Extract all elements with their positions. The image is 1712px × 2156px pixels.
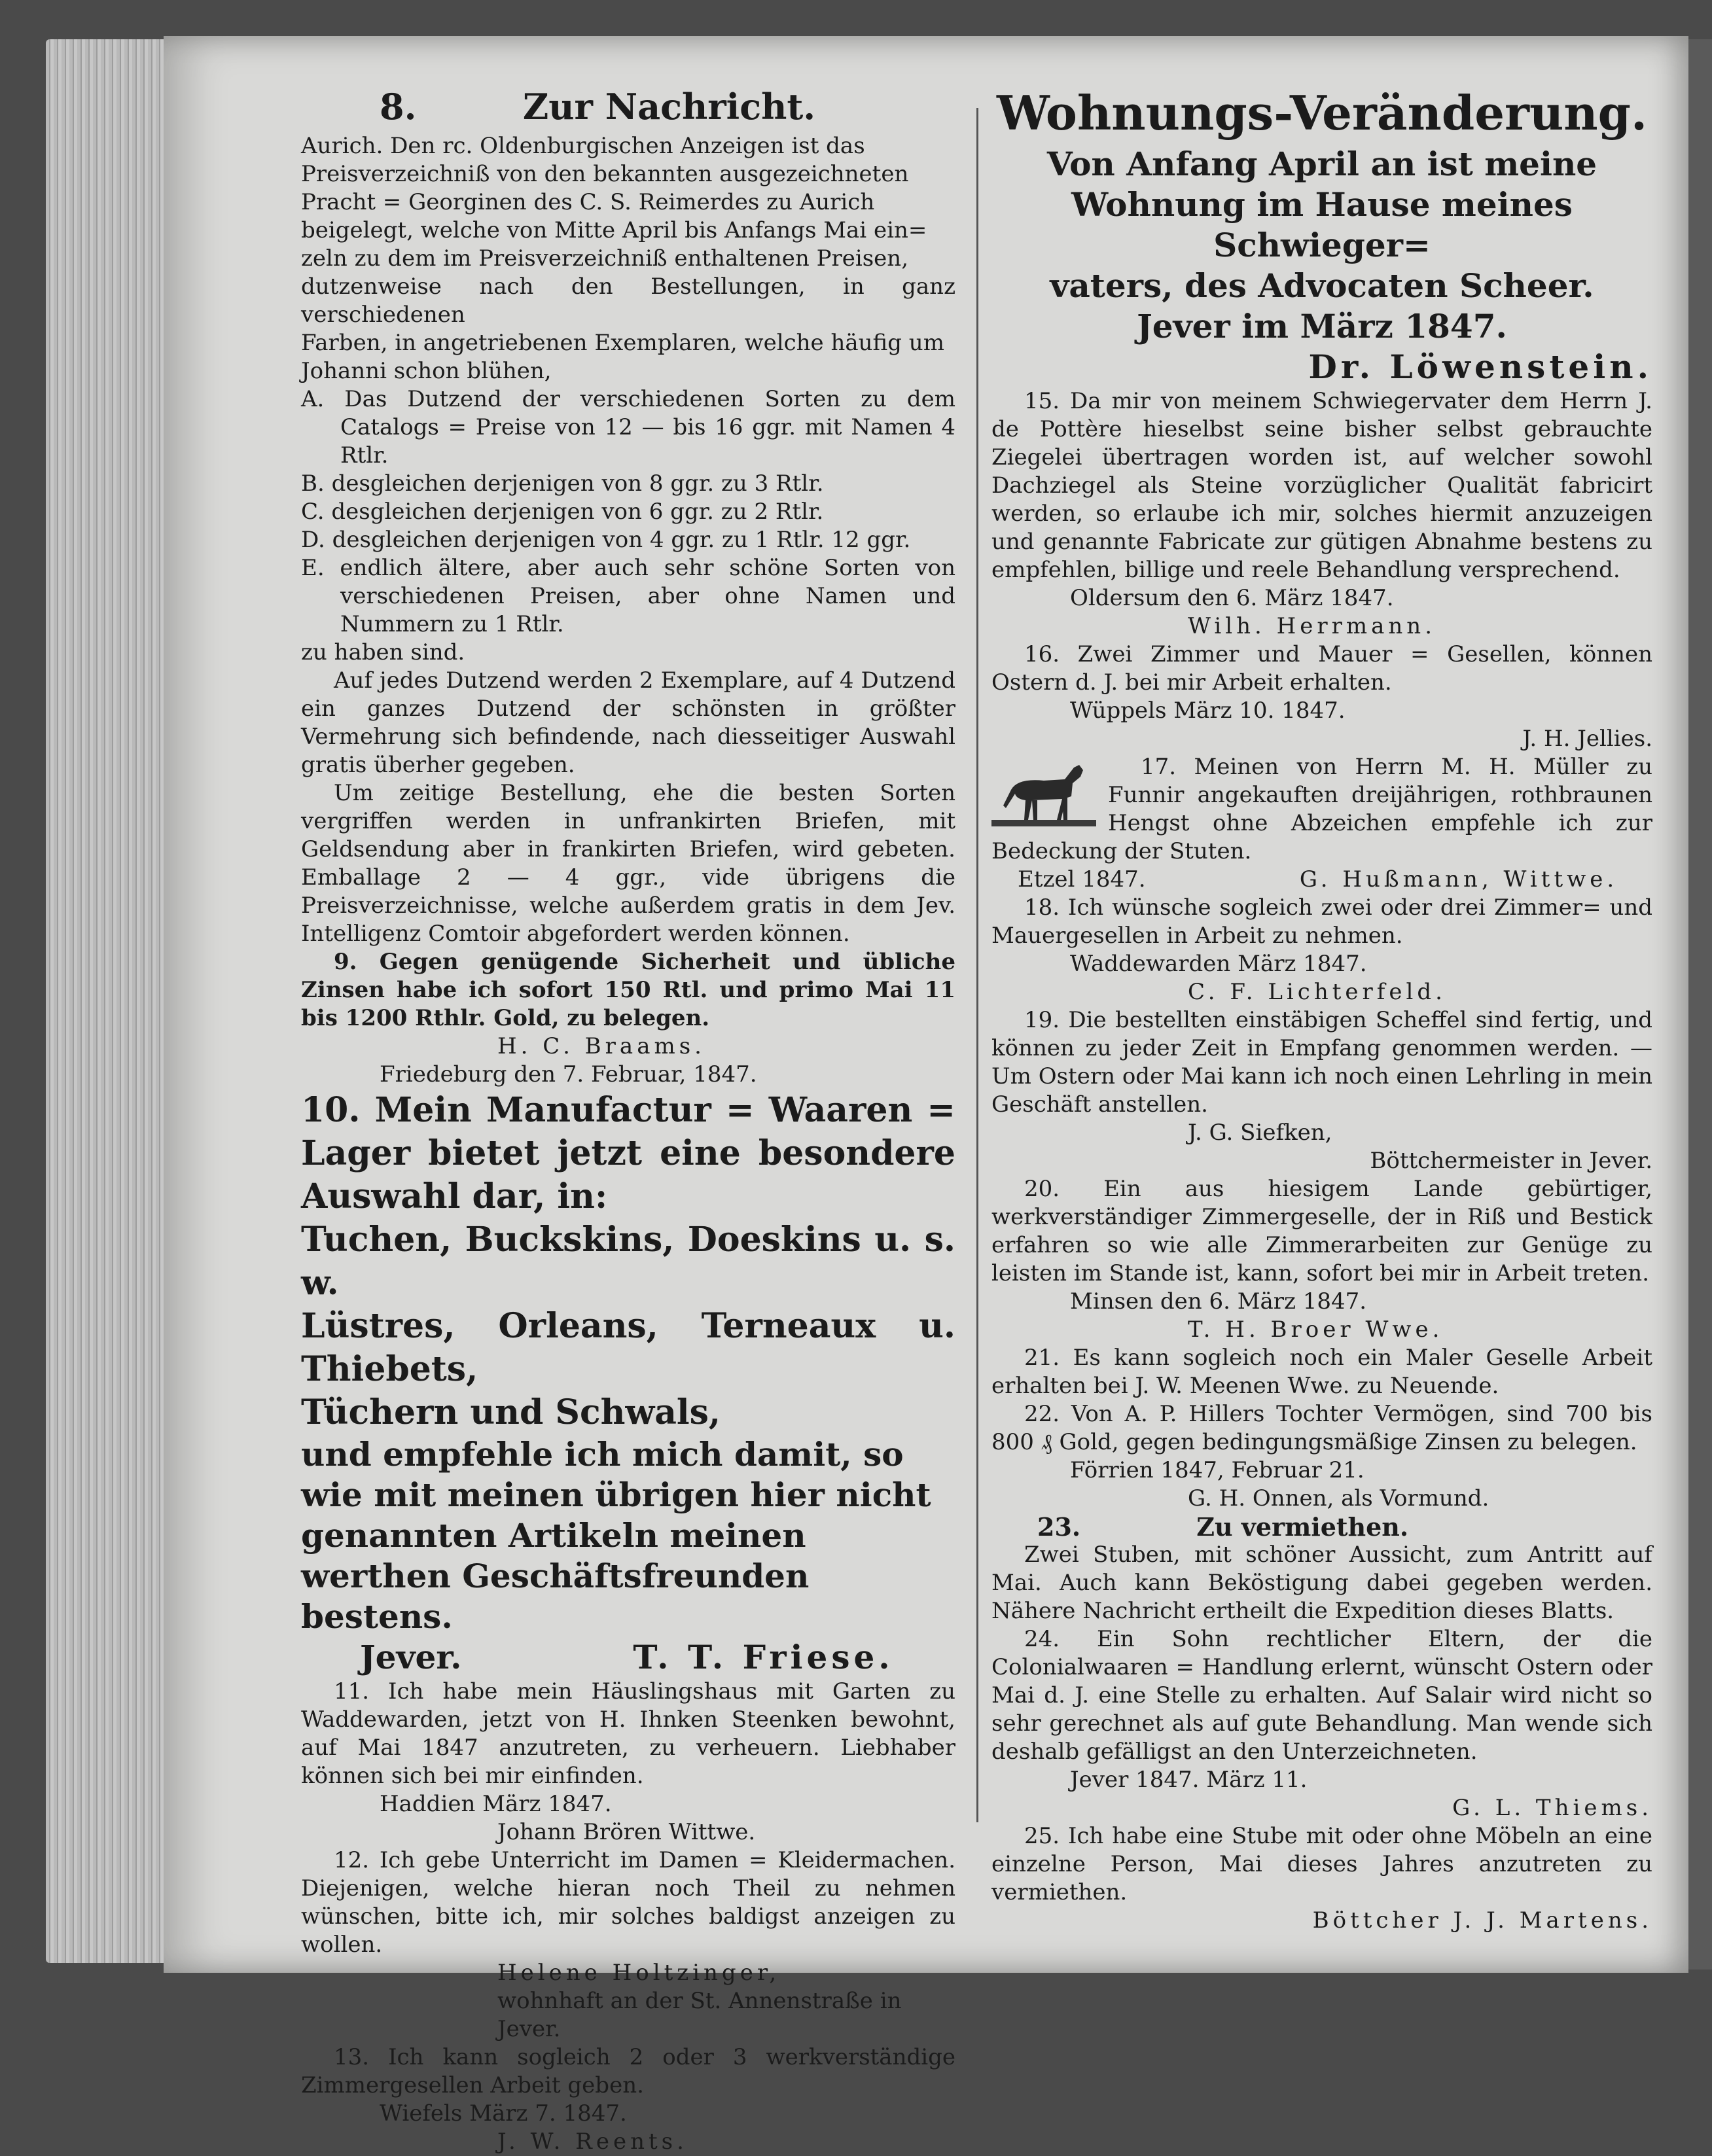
aurich-line: Preisverzeichniß von den bekannten ausgezeichneten (301, 161, 909, 187)
aurich-notice (301, 132, 955, 385)
notice-22-text: 22. Von A. P. Hillers Tochter Vermögen, sind 700 bis 800 ₰ Gold, gegen bedingungsmäßige Zinsen zu belegen. (991, 1401, 1652, 1455)
aurich-line: dutzenweise nach den Bestellungen, in ganz verschiedenen (301, 274, 955, 328)
notice-23-text: Zwei Stuben, mit schöner Aussicht, zum Antritt auf Mai. Auch kann Beköstigung dabei gegeben werden. Nähere Nachricht ertheilt die Expedition dieses Blatts. (991, 1542, 1652, 1624)
notice-20-text: 20. Ein aus hiesigem Lande gebürtiger, werkverständiger Zimmergeselle, der in Riß und Bestick erfahren so wie alle Zimmerarbeiten zur Genüge zu leisten im Stande ist, kann, sofort bei mir in Arbeit treten. (991, 1176, 1652, 1286)
notice-10-goods-1: Tuchen, Buckskins, Doeskins u. s. w. (301, 1220, 955, 1303)
aurich-line: zeln zu dem im Preisverzeichniß enthaltenen Preisen, (301, 245, 909, 272)
relocation-date: Jever im März 1847. (1137, 307, 1507, 345)
left-column (301, 85, 955, 2156)
price-item-d: D. desgleichen derjenigen von 4 ggr. zu 1 Rtlr. 12 ggr. (301, 527, 911, 553)
notice-10-intro: 10. Mein Manufactur = Waaren = Lager bietet jetzt eine besondere Auswahl dar, in: (301, 1090, 955, 1216)
notice-9-place: Friedeburg den 7. Februar, 1847. (380, 1061, 757, 1087)
page-stack-edge (46, 39, 183, 1963)
relocation-line-3: vaters, des Advocaten Scheer. (1050, 266, 1594, 305)
notice-25-signature: Böttcher J. J. Martens. (1312, 1907, 1652, 1934)
notice-9-text: 9. Gegen genügende Sicherheit und übliche Zinsen habe ich sofort 150 Rtl. und primo Mai 11 bis 1200 Rthlr. Gold, zu belegen. (301, 949, 955, 1031)
notice-10-place: Jever. (360, 1638, 462, 1676)
notice-10-closing: und empfehle ich mich damit, so wie mit meinen übrigen hier nicht genannten Artikeln meinen werthen Geschäftsfreunden bestens. (301, 1435, 931, 1636)
heading-number: 8. (380, 86, 417, 128)
notice-15-signature: Wilh. Herrmann. (1188, 613, 1436, 639)
notice-23-title: Zu vermiethen. (1196, 1512, 1409, 1542)
notice-22-signature: G. H. Onnen, als Vormund. (1188, 1485, 1489, 1511)
notice-17-footer (991, 866, 1652, 894)
aurich-line: beigelegt, welche von Mitte April bis Anfangs Mai ein= (301, 217, 927, 243)
right-column (991, 85, 1652, 1935)
notice-24-place: Jever 1847. März 11. (1070, 1767, 1308, 1793)
horse-icon (991, 757, 1096, 829)
relocation-line-1: Von Anfang April an ist meine (1046, 145, 1597, 183)
relocation-line-2: Wohnung im Hause meines Schwieger= (1071, 185, 1573, 264)
notice-16-place: Wüppels März 10. 1847. (1070, 698, 1346, 724)
aurich-line: Johanni schon blühen, (301, 358, 552, 384)
notice-9-signature: H. C. Braams. (497, 1033, 705, 1059)
notice-17 (991, 753, 1652, 866)
notice-10-signature-line (301, 1637, 955, 1678)
price-item-c: C. desgleichen derjenigen von 6 ggr. zu 2 Rtlr. (301, 499, 824, 525)
notice-11-signature: Johann Brören Wittwe. (497, 1819, 756, 1845)
notice-24-text: 24. Ein Sohn rechtlicher Eltern, der die Colonialwaaren = Handlung erlernt, wünscht Ostern oder Mai d. J. eine Stelle zu erhalten. Auf Salair wird nicht so sehr gerechnet als auf gute Behandlung. Man wende sich deshalb gefälligst an den Unterzeichneten. (991, 1626, 1652, 1765)
notice-12-signature: Helene Holtzinger, (497, 1960, 781, 1986)
relocation-title: Wohnungs-Veränderung. (996, 85, 1648, 141)
notice-18-signature: C. F. Lichterfeld. (1188, 979, 1446, 1005)
notice-10-goods-2: Lüstres, Orleans, Terneaux u. Thiebets, (301, 1306, 955, 1389)
notice-20-signature: T. H. Broer Wwe. (1188, 1317, 1444, 1343)
notice-13-text: 13. Ich kann sogleich 2 oder 3 werkverständige Zimmergesellen Arbeit geben. (301, 2044, 955, 2098)
notice-12-address: wohnhaft an der St. Annenstraße in Jever. (497, 1988, 902, 2042)
notice-20-place: Minsen den 6. März 1847. (1070, 1288, 1367, 1315)
notice-15-text: 15. Da mir von meinem Schwiegervater dem Herrn J. de Pottère hieselbst seine bisher selbst gebrauchte Ziegelei übertragen worden ist, auf welcher sowohl Dachziegel als Steine vorzüglicher Qualität fabricirt werden, so erlaube ich mir, solches hiermit anzuzeigen und genannte Fabricate zur gütigen Abnahme bestens zu empfehlen, billige und reele Behandlung versprechend. (991, 388, 1652, 583)
section-heading (301, 85, 955, 128)
notice-13-place: Wiefels März 7. 1847. (380, 2100, 627, 2127)
notice-19-title: Böttchermeister in Jever. (1370, 1148, 1652, 1174)
notice-18-text: 18. Ich wünsche sogleich zwei oder drei Zimmer= und Mauergesellen in Arbeit zu nehmen. (991, 894, 1652, 949)
aurich-line: Aurich. Den rc. Oldenburgischen Anzeigen ist das (301, 133, 865, 159)
notice-13-signature: J. W. Reents. (497, 2129, 688, 2155)
aurich-line: Pracht = Georginen des C. S. Reimerdes zu Aurich (301, 189, 875, 215)
notice-23-number: 23. (1037, 1512, 1081, 1542)
notice-17-text: 17. Meinen von Herrn M. H. Müller zu Funnir angekauften dreijährigen, rothbraunen Hengst ohne Abzeichen empfehle ich zur Bedeckung der Stuten. (991, 754, 1652, 864)
notice-24-signature: G. L. Thiems. (1452, 1795, 1652, 1821)
column-divider (976, 108, 978, 1822)
notice-19-signature: J. G. Siefken, (1188, 1120, 1332, 1146)
notice-19-text: 19. Die bestellten einstäbigen Scheffel sind fertig, und können zu jeder Zeit in Empfang genommen werden. — Um Ostern oder Mai kann ich noch einen Lehrling in mein Geschäft anstellen. (991, 1007, 1652, 1118)
notice-22-place: Förrien 1847, Februar 21. (1070, 1457, 1364, 1483)
price-item-e: E. endlich ältere, aber auch sehr schöne Sorten von verschiedenen Preisen, aber ohne Namen und Nummern zu 1 Rtlr. (301, 555, 955, 637)
notice-25-text: 25. Ich habe eine Stube mit oder ohne Möbeln an eine einzelne Person, Mai dieses Jahres anzutreten zu vermiethen. (991, 1823, 1652, 1905)
relocation-signature: Dr. Löwenstein. (1308, 347, 1652, 386)
notice-16-text: 16. Zwei Zimmer und Mauer = Gesellen, können Ostern d. J. bei mir Arbeit erhalten. (991, 641, 1652, 696)
price-item-b: B. desgleichen derjenigen von 8 ggr. zu 3 Rtlr. (301, 470, 824, 497)
price-item-a: A. Das Dutzend der verschiedenen Sorten zu dem Catalogs = Preise von 12 — bis 16 ggr. mit Namen 4 Rtlr. (301, 386, 955, 468)
notice-12-text: 12. Ich gebe Unterricht im Damen = Kleidermachen. Diejenigen, welche hieran noch Theil zu nehmen wünschen, bitte ich, mir solches baldigst anzeigen zu wollen. (301, 1847, 955, 1958)
notice-10-goods-3: Tüchern und Schwals, (301, 1392, 721, 1432)
notice-17-signature: G. Hußmann, Wittwe. (1299, 866, 1618, 892)
notice-11-place: Haddien März 1847. (380, 1791, 612, 1817)
binding-shadow (1688, 39, 1712, 1970)
notice-17-place: Etzel 1847. (1018, 866, 1146, 892)
dozen-bonus-paragraph: Auf jedes Dutzend werden 2 Exemplare, auf 4 Dutzend ein ganzes Dutzend der schönsten in größter Vermehrung sich befindende, nach diesseitiger Auswahl gratis überher gegeben. (301, 667, 955, 778)
notice-15-place: Oldersum den 6. März 1847. (1070, 585, 1394, 611)
notice-18-place: Waddewarden März 1847. (1070, 951, 1367, 977)
availability-note: zu haben sind. (301, 639, 465, 665)
aurich-line: Farben, in angetriebenen Exemplaren, welche häufig um (301, 330, 944, 356)
order-paragraph: Um zeitige Bestellung, ehe die besten Sorten vergriffen werden in unfrankirten Briefen, mit Geldsendung aber in frankirten Briefen, wird gebeten. Emballage 2 — 4 ggr., vide übrigens die Preisverzeichnisse, welche außerdem gratis in dem Jev. Intelligenz Comtoir abgefordert werden können. (301, 780, 955, 947)
notice-23-heading (991, 1513, 1652, 1541)
notice-10-signature: T. T. Friese. (633, 1638, 894, 1676)
notice-11-text: 11. Ich habe mein Häuslingshaus mit Garten zu Waddewarden, jetzt von H. Ihnken Steenken bewohnt, auf Mai 1847 anzutreten, zu verheuern. Liebhaber können sich bei mir einfinden. (301, 1678, 955, 1789)
notice-21-text: 21. Es kann sogleich noch ein Maler Geselle Arbeit erhalten bei J. W. Meenen Wwe. zu Neuende. (991, 1345, 1652, 1399)
heading-title: Zur Nachricht. (522, 86, 816, 128)
notice-16-signature: J. H. Jellies. (1522, 726, 1652, 752)
